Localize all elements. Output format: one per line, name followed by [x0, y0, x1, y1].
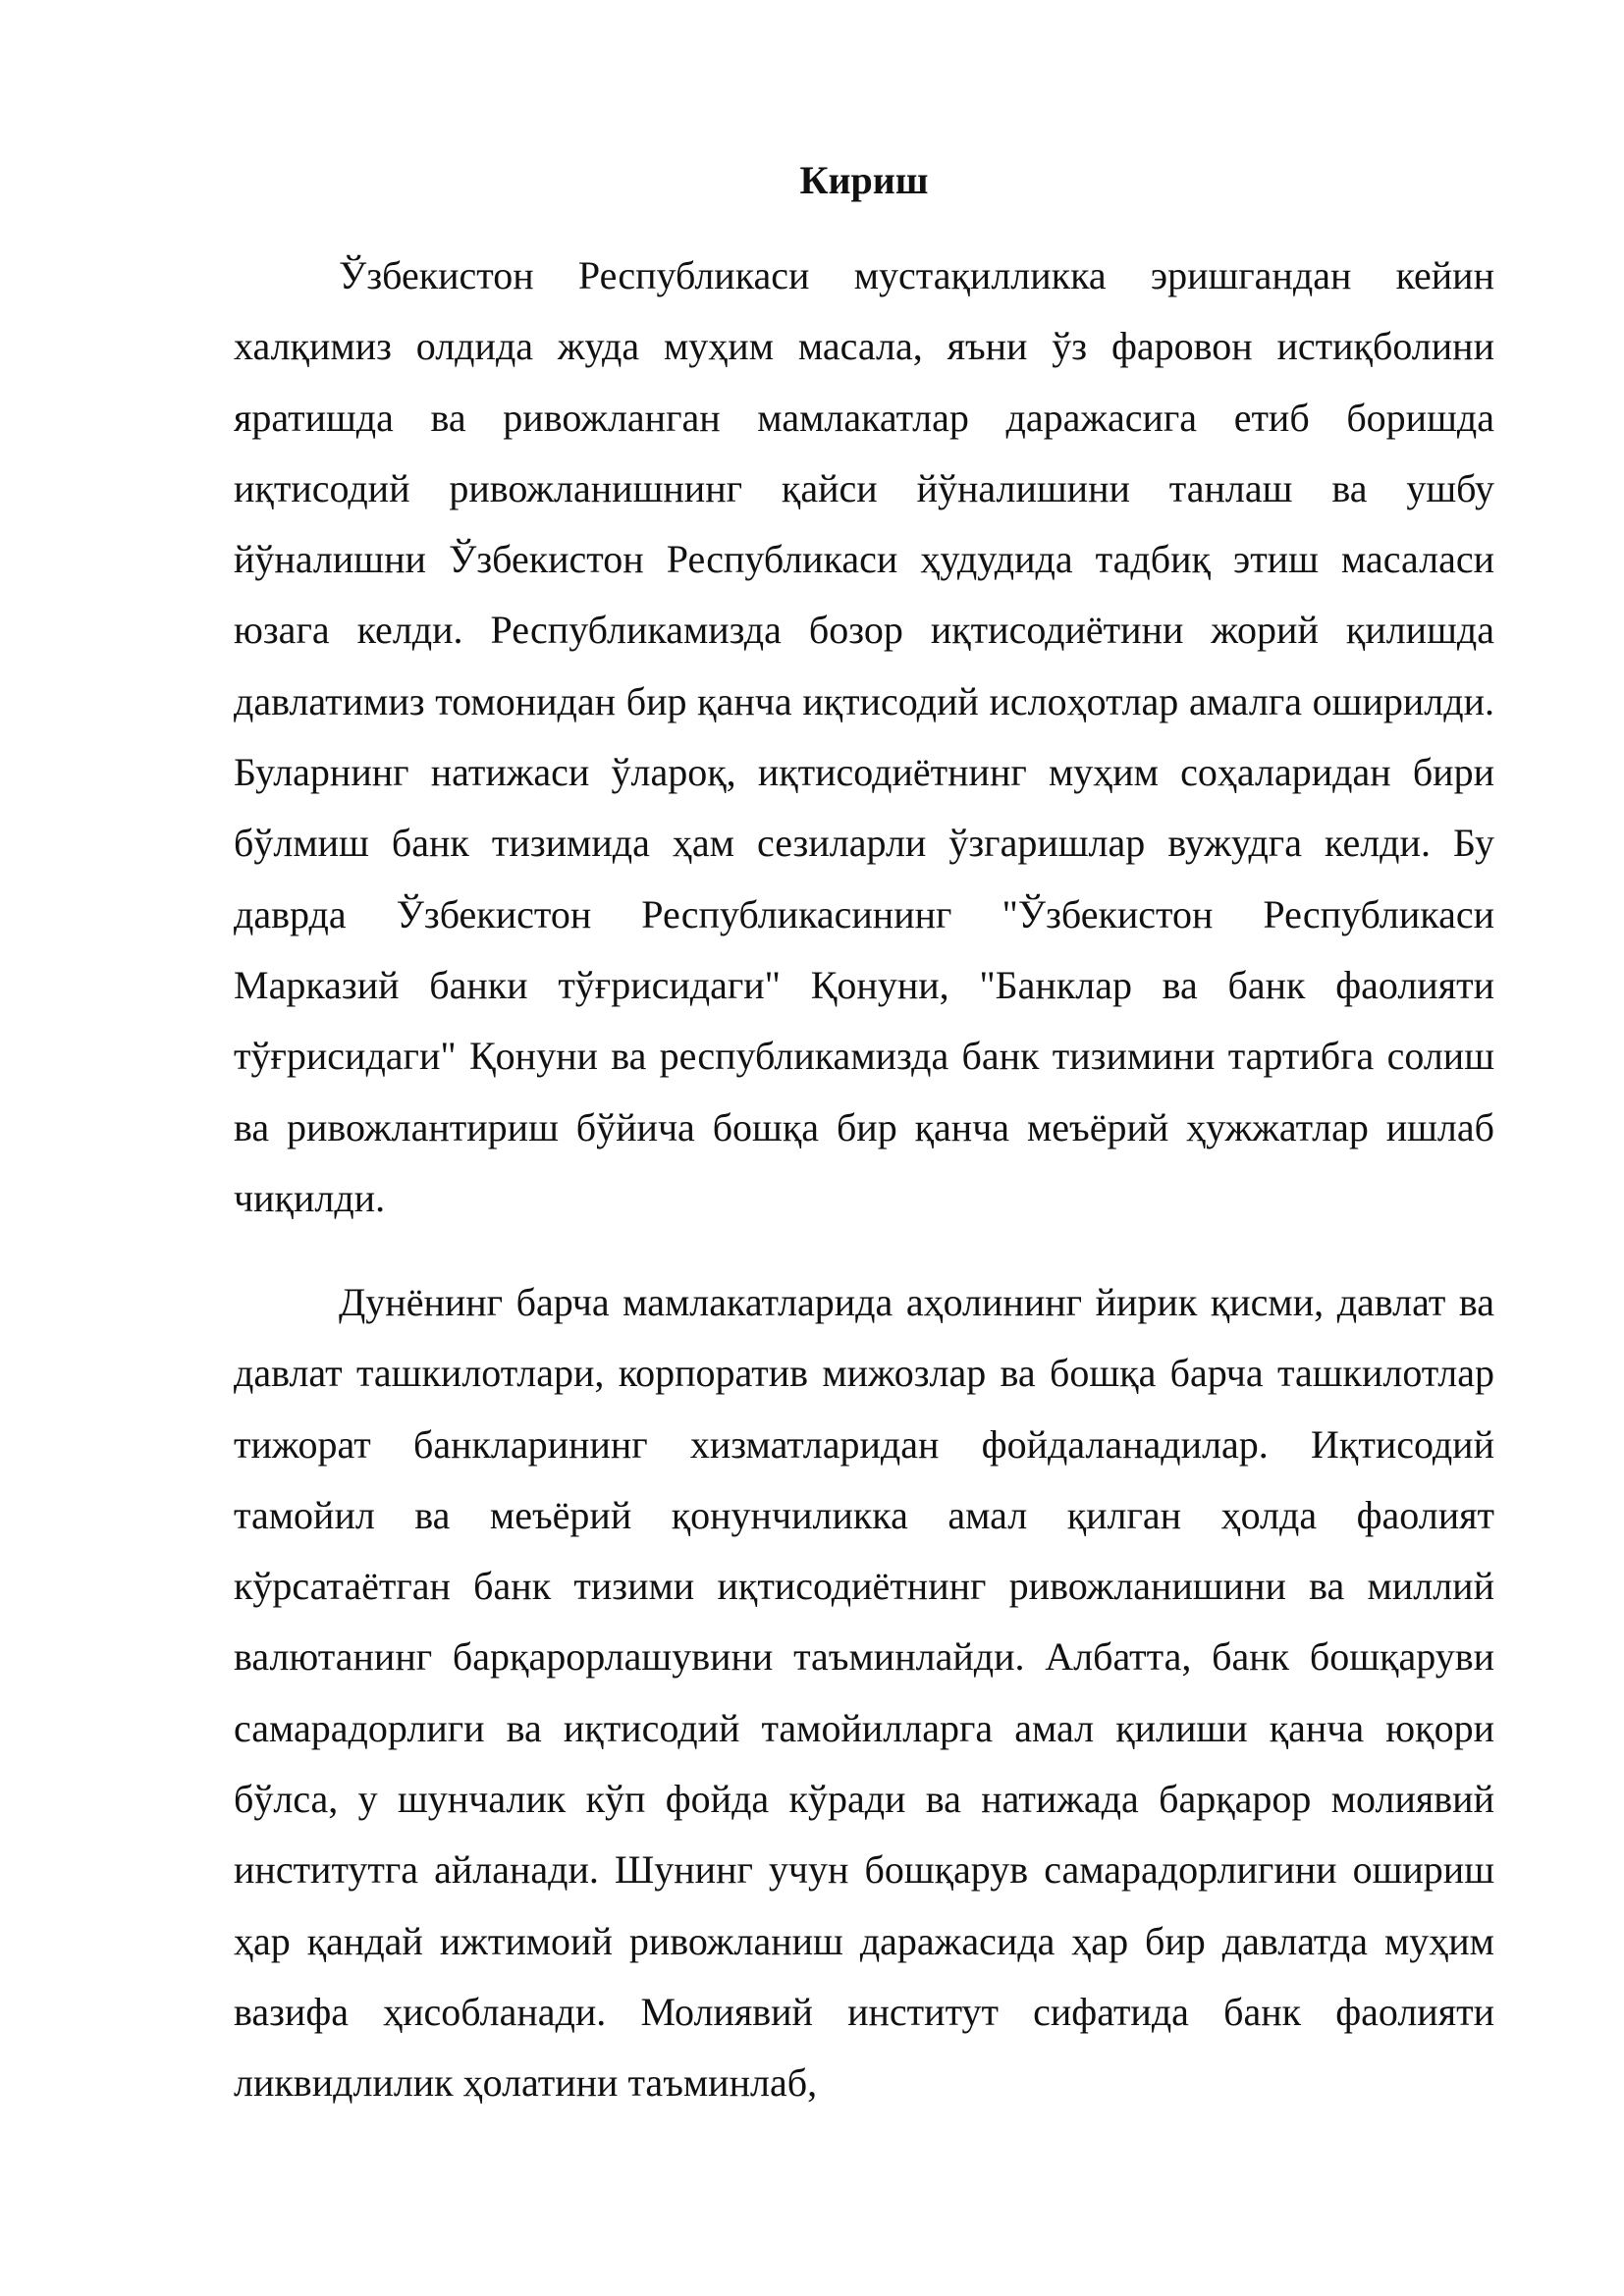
page-title: Кириш: [799, 158, 929, 202]
paragraph-2: Дунёнинг барча мамлакатларида аҳолининг йирик қисми, давлат ва давлат ташкилотлари, корпоратив мижозлар ва бошқа барча ташкилотлар тижорат банкларининг хизматларидан фойдаланадилар. Иқтисодий тамойил ва меъёрий қонунчиликка амал қилган ҳолда фаолият кўрсатаётган банк тизими иқтисодиётнинг ривожланишини ва миллий валютанинг барқарорлашувини таъминлайди. Албатта, банк бошқаруви самарадорлиги ва иқтисодий тамойилларга амал қилиши қанча юқори бўлса, у шунчалик кўп фойда кўради ва натижада барқарор молиявий институтга айланади. Шунинг учун бошқарув самарадорлигини ошириш ҳар қандай ижтимоий ривожланиш даражасида ҳар бир давлатда муҳим вазифа ҳисобланади. Молиявий институт сифатида банк фаолияти ликвидлилик ҳолатини таъминлаб,: [234, 1280, 1494, 2106]
paragraph-1: Ўзбекистон Республикаси мустақилликка эришгандан кейин халқимиз олдида жуда муҳим масала, яъни ўз фаровон истиқболини яратишда ва ривожланган мамлакатлар даражасига етиб боришда иқтисодий ривожланишнинг қайси йўналишини танлаш ва ушбу йўналишни Ўзбекистон Республикаси ҳудудида тадбиқ этиш масаласи юзага келди. Республикамизда бозор иқтисодиётини жорий қилишда давлатимиз томонидан бир қанча иқтисодий ислоҳотлар амалга оширилди. Буларнинг натижаси ўларoқ, иқтисодиётнинг муҳим соҳаларидан бири бўлмиш банк тизимида ҳам сезиларли ўзгаришлар вужудга келди. Бу даврда Ўзбекистон Республикасининг "Ўзбекистон Республикаси Марказий банки тўғрисидаги" Қонуни, "Банклар ва банк фаолияти тўғрисидаги" Қонуни ва республикамизда банк тизимини тартибга солиш ва ривожлантириш бўйича бошқа бир қанча меъёрий ҳужжатлар ишлаб чиқилди.: [234, 253, 1494, 1220]
